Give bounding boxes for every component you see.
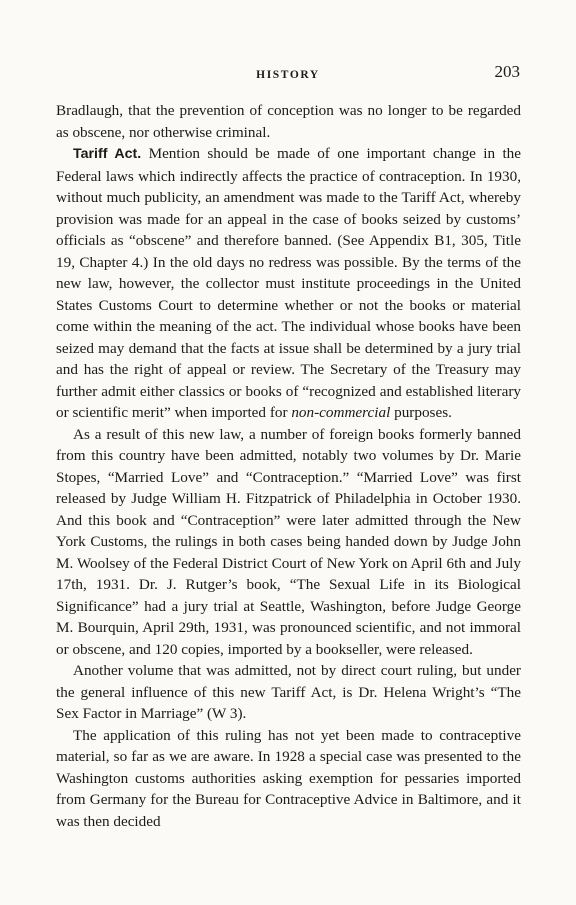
paragraph-application <box>56 725 521 833</box>
paragraph-text: The application of this ruling has not yet been made to contraceptive material, so far as we are aware. In 1928 a special case was presented to the Washington customs authorities asking exemption for pessaries imported from Germany for the Bureau for Contraceptive Advice in Baltimore, and it was then decided <box>56 726 521 830</box>
paragraph-foreign-books <box>56 424 521 661</box>
run-in-heading: Tariff Act. <box>73 146 142 162</box>
page-number: 203 <box>494 62 520 81</box>
running-head: HISTORY <box>256 69 320 81</box>
paragraph-continuation <box>56 100 521 143</box>
paragraph-tariff-act <box>56 143 521 424</box>
paragraph-text: Mention should be made of one important change in the Federal laws which indirectly affects the practice of contraception. In 1930, without much publicity, an amendment was made to the Tariff Act, whereby provision was made for an appeal in the case of books seized by customs’ officials as “obscene” and therefore banned. (See Appendix B1, 305, Title 19, Chapter 4.) In the old days no redress was possible. By the terms of the new law, however, the collector must institute proceedings in the United States Customs Court to determine whether or not the books or material come within the meaning of the act. The individual whose books have been seized may demand that the facts at issue shall be determined by a jury trial and has the right of appeal or review. The Secretary of the Treasury may further admit either classics or books of “recognized and established literary or scientific merit” when imported for <box>56 145 521 421</box>
paragraph-another-volume <box>56 660 521 725</box>
body-text <box>56 100 521 832</box>
paragraph-text: Another volume that was admitted, not by direct court ruling, but under the general influence of this new Tariff Act, is Dr. Helena Wright’s “The Sex Factor in Marriage” (W 3). <box>56 662 521 722</box>
paragraph-tail: purposes. <box>390 404 452 421</box>
italic-term: non-commercial <box>291 404 391 421</box>
page-header <box>56 62 520 86</box>
paragraph-text: Bradlaugh, that the prevention of conception was no longer to be regarded as obscene, nor otherwise criminal. <box>56 102 521 141</box>
paragraph-text: As a result of this new law, a number of foreign books formerly banned from this country have been admitted, notably two volumes by Dr. Marie Stopes, “Married Love” and “Contraception.” “Married Love” was first released by Judge William H. Fitzpatrick of Philadelphia in October 1930. And this book and “Contraception” were later admitted through the New York Customs, the rulings in both cases being handed down by Judge John M. Woolsey of the Federal District Court of New York on April 6th and July 17th, 1931. Dr. J. Rutger’s book, “The Sexual Life in its Biological Significance” had a jury trial at Seattle, Washington, before Judge George M. Bourquin, April 29th, 1931, was pronounced scientific, and not immoral or obscene, and 120 copies, imported by a bookseller, were released. <box>56 425 521 658</box>
